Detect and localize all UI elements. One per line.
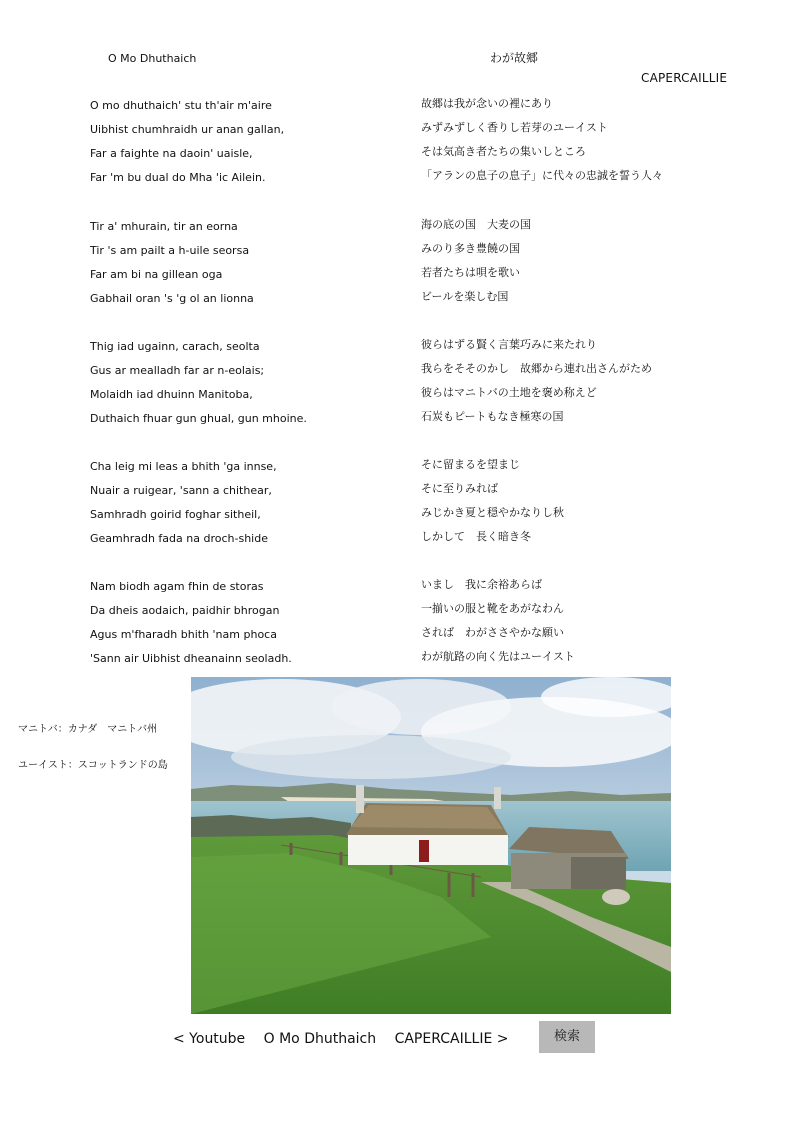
gaelic-stanza-2 [90, 215, 420, 311]
lyric-line: そは気高き者たちの集いしところ [421, 145, 586, 158]
song-title-japanese: わが故郷 [490, 51, 539, 65]
artist-name: CAPERCAILLIE [641, 71, 728, 85]
gaelic-stanza-5 [90, 575, 420, 671]
lyric-line: 海の底の国 大麦の国 [421, 218, 531, 231]
japanese-stanza-2 [421, 213, 751, 309]
japanese-stanza-1 [421, 92, 751, 188]
lyric-line: そに至りみれば [421, 482, 498, 495]
lyric-line: みずみずしく香りし若芽のユーイスト [421, 121, 608, 134]
lyric-line: 「アランの息子の息子」に代々の忠誠を誓う人々 [421, 169, 663, 182]
japanese-stanza-3 [421, 333, 751, 429]
lyric-line: Nam biodh agam fhin de storas [90, 580, 264, 593]
lyric-line: Thig iad ugainn, carach, seolta [90, 340, 260, 353]
lyric-line: Tir 's am pailt a h-uile seorsa [90, 244, 250, 257]
japanese-stanza-4 [421, 453, 751, 549]
gaelic-stanza-3 [90, 335, 420, 431]
lyric-line: 'Sann air Uibhist dheanainn seoladh. [90, 652, 292, 665]
lyric-line: Nuair a ruigear, 'sann a chithear, [90, 484, 272, 497]
lyric-line: Samhradh goirid foghar sitheil, [90, 508, 261, 521]
lyric-line: そに留まるを望まじ [421, 458, 520, 471]
cottage-landscape-photo [191, 677, 671, 1014]
lyric-line: Cha leig mi leas a bhith 'ga innse, [90, 460, 277, 473]
youtube-search-text: < Youtube O Mo Dhuthaich CAPERCAILLIE > [173, 1031, 509, 1047]
lyric-line: Geamhradh fada na droch-shide [90, 532, 268, 545]
gaelic-stanza-4 [90, 455, 420, 551]
lyric-line: O mo dhuthaich' stu th'air m'aire [90, 99, 272, 112]
search-button[interactable]: 検索 [539, 1021, 595, 1053]
lyric-line: 彼らはマニトバの土地を褒め称えど [421, 386, 597, 399]
lyric-line: Agus m'fharadh bhith 'nam phoca [90, 628, 277, 641]
lyric-line: Uibhist chumhraidh ur anan gallan, [90, 123, 285, 136]
lyric-line: 石炭もピートもなき極寒の国 [421, 410, 564, 423]
lyric-line: みのり多き豊饒の国 [421, 242, 520, 255]
lyric-line: ビールを楽しむ国 [421, 290, 509, 303]
lyric-line: いまし 我に余裕あらば [421, 578, 542, 591]
lyric-line: Duthaich fhuar gun ghual, gun mhoine. [90, 412, 307, 425]
lyric-line: Tir a' mhurain, tir an eorna [90, 220, 238, 233]
lyric-line: 一揃いの服と靴をあがなわん [421, 602, 564, 615]
lyric-line: されば わがささやかな願い [421, 626, 564, 639]
lyric-line: Da dheis aodaich, paidhir bhrogan [90, 604, 280, 617]
note-manitoba: マニトバ：カナダ マニトバ州 [18, 724, 158, 735]
lyric-line: わが航路の向く先はユーイスト [421, 650, 575, 663]
lyric-line: 故郷は我が念いの裡にあり [421, 97, 553, 110]
lyric-line: Far 'm bu dual do Mha 'ic Ailein. [90, 171, 266, 184]
lyric-line: Far am bi na gillean oga [90, 268, 223, 281]
lyric-line: 彼らはずる賢く言葉巧みに来たれり [421, 338, 597, 351]
song-title-gaelic: O Mo Dhuthaich [108, 52, 197, 65]
lyric-line: みじかき夏と穏やかなりし秋 [421, 506, 564, 519]
lyric-line: Gabhail oran 's 'g ol an lionna [90, 292, 254, 305]
japanese-stanza-5 [421, 573, 751, 669]
lyric-line: Gus ar mealladh far ar n-eolais; [90, 364, 265, 377]
lyric-line: 若者たちは唄を歌い [421, 266, 520, 279]
gaelic-stanza-1 [90, 94, 420, 190]
lyric-line: Far a faighte na daoin' uaisle, [90, 147, 253, 160]
note-uist: ユーイスト：スコットランドの島 [18, 760, 168, 771]
lyric-line: しかして 長く暗き冬 [421, 530, 531, 543]
lyric-line: 我らをそそのかし 故郷から連れ出さんがため [421, 362, 652, 375]
lyric-line: Molaidh iad dhuinn Manitoba, [90, 388, 253, 401]
